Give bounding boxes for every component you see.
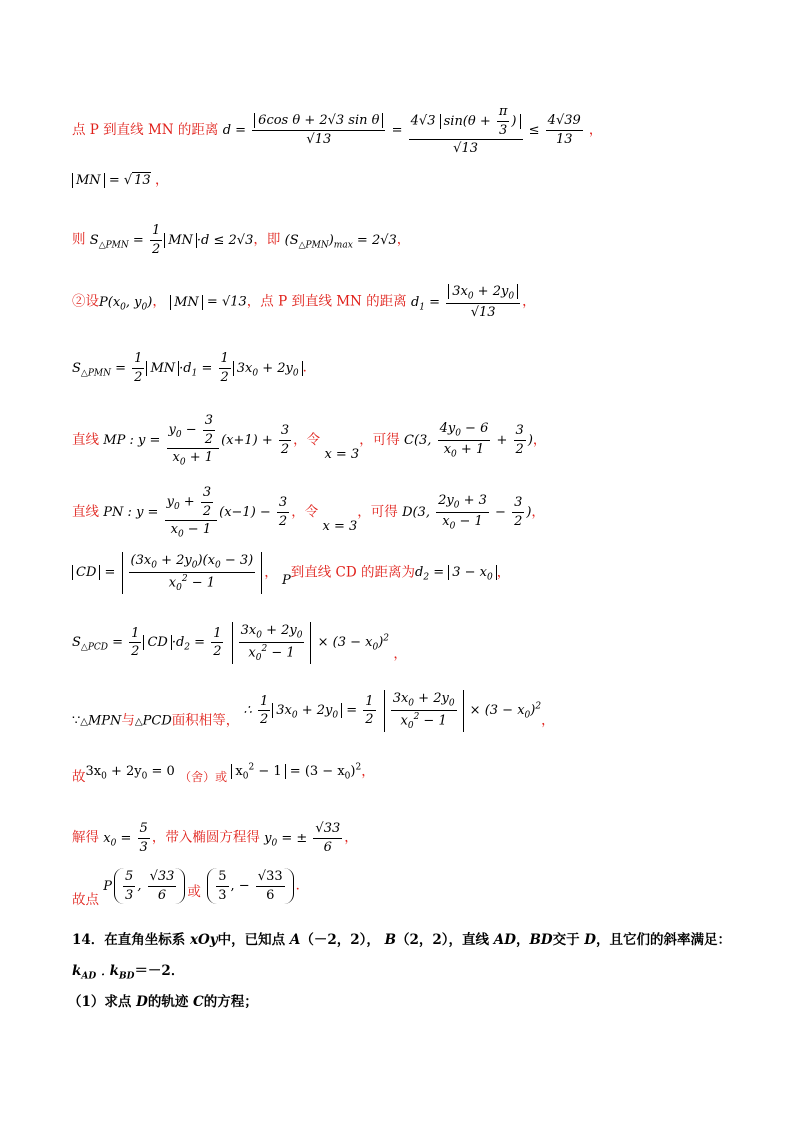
line-distance-d: 点 P 到直线 MN 的距离 d = $\frac{\text{6cos θ + 2√3 sin θ}}{√13}$ = 4√3 sin(θ + $\frac{\pi}{3}$ ) √13 ≤ $\frac{4√39}{13}$ ， xyxy=(72,104,603,157)
q14-sub1-c: C xyxy=(193,994,204,1010)
math-mp-eq: MP : y = $y_0$ − $\frac{3}{2}$ $x_0 + 1$ (x+1) + $\frac{3}{2}$ xyxy=(103,413,290,468)
math-y0: $y_0$ = ± $\frac{√33}{6}$ xyxy=(264,821,341,855)
text-jiede: 解得 xyxy=(72,829,99,846)
question-14-line2 xyxy=(72,965,740,982)
text-ling: ，令 xyxy=(293,431,321,448)
text-reject: （舍）或 xyxy=(179,770,228,785)
q14-b-coords: （2，2），直线 xyxy=(396,932,490,948)
line-mp: 直线 MP : y = $y_0$ − $\frac{3}{2}$ $x_0 + 1$ (x+1) + $\frac{3}{2}$ ，令 x = 3，可得 C(3, $\frac{4y_0 - 6}{x_0 + 1}$ + $\frac{3}{2}$ )， xyxy=(72,413,547,468)
math-d-point: D(3, $\frac{2y_0 + 3}{x_0 - 1}$ − $\frac{3}{2}$ ) xyxy=(402,493,532,532)
text-distance-label: 点 P 到直线 MN 的距离 xyxy=(72,121,219,138)
math-pcd: PCD xyxy=(142,713,172,729)
q14-point-b: B xyxy=(384,932,397,948)
line-solve: 解得 $x_0$ = $\frac{5}{3}$ ，带入椭圆方程得 $y_0$ = ± $\frac{√33}{6}$ ， xyxy=(72,821,358,855)
text-line-pn: 直线 xyxy=(72,503,99,520)
line-area-pcd: $S_{\triangle PCD}$ = $\frac{1}{2}$ CD $\cdot d_2$ = $\frac{1}{2}$ $\frac{3x_0 + 2y_0}{x_0^2 - 1}$ × $(3 - x_0)^2$ ， xyxy=(72,623,407,663)
q14-k-value: ＝－2． xyxy=(134,963,185,979)
math-cd: CD = $\frac{(3x_0 + 2y_0)(x_0 - 3)}{x_0^2 - 1}$ xyxy=(72,565,264,580)
math-d-expression: d = $\frac{\text{6cos θ + 2√3 sin θ}}{√13}$ = 4√3 sin(θ + $\frac{\pi}{3}$ ) √13 ≤ $\frac{4√39}{13}$ xyxy=(222,104,581,157)
text-line-mp: 直线 xyxy=(72,431,99,448)
text-gudian: 故点 xyxy=(72,891,99,908)
math-zero: $3x_0 + 2y_0 = 0$ xyxy=(85,764,175,782)
line-point-p: 故点 P $\frac{5}{3}$ , $\frac{√33}{6}$ 或 $\frac{5}{3}$ , − $\frac{√33}{6}$ ． xyxy=(72,869,310,908)
line-therefore: 故$3x_0 + 2y_0 = 0$ （舍）或 $x_0^2 - 1 = (3 - x_0)^2$， xyxy=(72,763,375,786)
line-area-pmn: 则 $S_{\triangle PMN}$ = $\frac{1}{2}$ MN ·d ≤ 2√3，即 $(S_{\triangle PMN})_{max} = 2√3$， xyxy=(72,223,411,257)
q14-tail: ，且它们的斜率满足： xyxy=(596,932,731,948)
question-14-sub1 xyxy=(68,996,740,1010)
math-d2: $d_2 = 3 - x_0$ xyxy=(415,565,497,580)
math-p1: P $\frac{5}{3}$ , $\frac{√33}{6}$ xyxy=(103,879,187,894)
math-pn-eq: PN : y = $y_0$ + $\frac{3}{2}$ $x_0 - 1$ (x−1) − $\frac{3}{2}$ xyxy=(103,485,288,540)
math-p2: $\frac{5}{3}$ , − $\frac{√33}{6}$ xyxy=(205,879,295,894)
q14-ad-bd: AD xyxy=(493,932,516,948)
math-area: $S_{\triangle PMN}$ = $\frac{1}{2}$ MN ·d ≤ 2√3 xyxy=(89,223,254,257)
math-mpn: MPN xyxy=(87,713,122,729)
q14-text2: 中，已知点 xyxy=(217,932,286,948)
math-area-max: $(S_{\triangle PMN})_{max} = 2√3$ xyxy=(284,232,397,251)
text-or: 或 xyxy=(187,883,201,900)
text-equal-area: 面积相等， xyxy=(171,712,240,729)
q14-k: $k_{AD}﹒k_{BD}$ xyxy=(72,963,135,982)
q14-a-coords: （－2，2）， xyxy=(300,932,380,948)
math-x0: $x_0$ = $\frac{5}{3}$ xyxy=(103,821,148,855)
math-mn-2: MN = √13 xyxy=(170,295,247,310)
math-d1: $d_1$ = $\frac{3x_0 + 2y_0}{√13}$ xyxy=(411,295,522,310)
q14-text: 在直角坐标系 xyxy=(104,932,186,948)
text-kede: ，可得 xyxy=(359,431,400,448)
math-equal-eq: ∴ $\frac{1}{2}$ $3x_0 + 2y_0$ = $\frac{1}{2}$ $\frac{3x_0 + 2y_0}{x_0^2 - 1}$ × $(3 - x_0)^2$ xyxy=(243,691,542,731)
q14-intersect: 交于 xyxy=(552,932,580,948)
math-because: ∵ xyxy=(72,713,81,729)
math-mn: MN = √ 13 xyxy=(72,172,151,188)
line-cd: CD = $\frac{(3x_0 + 2y_0)(x_0 - 3)}{x_0^2 - 1}$ ， P到直线 CD 的距离为$d_2 = 3 - x_0$ ， xyxy=(72,552,740,594)
q14-number: 14． xyxy=(72,932,105,948)
text-ellipse: ，带入椭圆方程得 xyxy=(151,829,260,846)
q14-xoy: xOy xyxy=(190,932,218,948)
math-tri-2: △ xyxy=(134,716,143,728)
text-she: ②设 xyxy=(72,293,99,310)
q14-sub1-mid: 的轨迹 xyxy=(147,994,189,1010)
math-tri: △ xyxy=(80,716,88,728)
line-set-p: ②设$P(x_0$, $y_0$)， MN = √13，点 P 到直线 MN 的距离 $d_1$ = $\frac{3x_0 + 2y_0}{√13}$ ， xyxy=(72,284,536,320)
text-ji: ，即 xyxy=(253,231,281,248)
q14-sub1-prefix: （1）求点 xyxy=(68,994,132,1010)
q14-bd: BD xyxy=(529,932,553,948)
q14-point-a: A xyxy=(289,932,301,948)
text-distance-2: ，点 P 到直线 MN 的距离 xyxy=(246,293,407,310)
math-x3-2: x = 3 xyxy=(322,518,358,534)
text-gu: 故 xyxy=(72,769,86,786)
math-area-2: $S_{\triangle PMN}$ = $\frac{1}{2}$ MN $\cdot d_1$ = $\frac{1}{2}$ $3x_0 + 2y_0$ xyxy=(72,361,303,376)
line-mn-length xyxy=(72,174,740,188)
math-abs-eq: $x_0^2 - 1 = (3 - x_0)^2$ xyxy=(231,764,361,779)
text-ling-2: ，令 xyxy=(291,503,319,520)
math-x3: x = 3 xyxy=(324,446,360,462)
math-p-point: $P(x_0$, $y_0$) xyxy=(99,294,153,313)
line-equal-area: ∵△MPN与△PCD面积相等， ∴ $\frac{1}{2}$ $3x_0 + 2y_0$ = $\frac{1}{2}$ $\frac{3x_0 + 2y_0}{x_0^2 - 1}$ × $(3 - x_0)^2$， xyxy=(72,691,555,731)
text-kede-2: ，可得 xyxy=(357,503,398,520)
q14-d: D xyxy=(584,932,596,948)
q14-sub1-d: D xyxy=(136,994,148,1010)
comma: ， xyxy=(154,172,169,188)
text-ze: 则 xyxy=(72,231,86,248)
math-c-point: C(3, $\frac{4y_0 - 6}{x_0 + 1}$ + $\frac{3}{2}$ ) xyxy=(404,421,533,460)
q14-sub1-tail: 的方程； xyxy=(203,994,258,1010)
question-14-line1: 14．在直角坐标系 xOy中，已知点 A（－2，2）， B（2，2），直线 AD，BD交于 D，且它们的斜率满足： xyxy=(72,932,731,948)
math-p: P xyxy=(282,573,291,589)
math-area-pcd: $S_{\triangle PCD}$ = $\frac{1}{2}$ CD $\cdot d_2$ = $\frac{1}{2}$ $\frac{3x_0 + 2y_0}{x_0^2 - 1}$ × $(3 - x_0)^2$ xyxy=(72,623,390,663)
line-area-pmn-2: $S_{\triangle PMN}$ = $\frac{1}{2}$ MN $\cdot d_1$ = $\frac{1}{2}$ $3x_0 + 2y_0$ ． xyxy=(72,351,317,385)
line-pn: 直线 PN : y = $y_0$ + $\frac{3}{2}$ $x_0 - 1$ (x−1) − $\frac{3}{2}$ ，令 x = 3，可得 D(3, $\frac{2y_0 + 3}{x_0 - 1}$ − $\frac{3}{2}$ )， xyxy=(72,485,545,540)
text-distance-cd: 到直线 CD 的距离为 xyxy=(290,564,415,581)
